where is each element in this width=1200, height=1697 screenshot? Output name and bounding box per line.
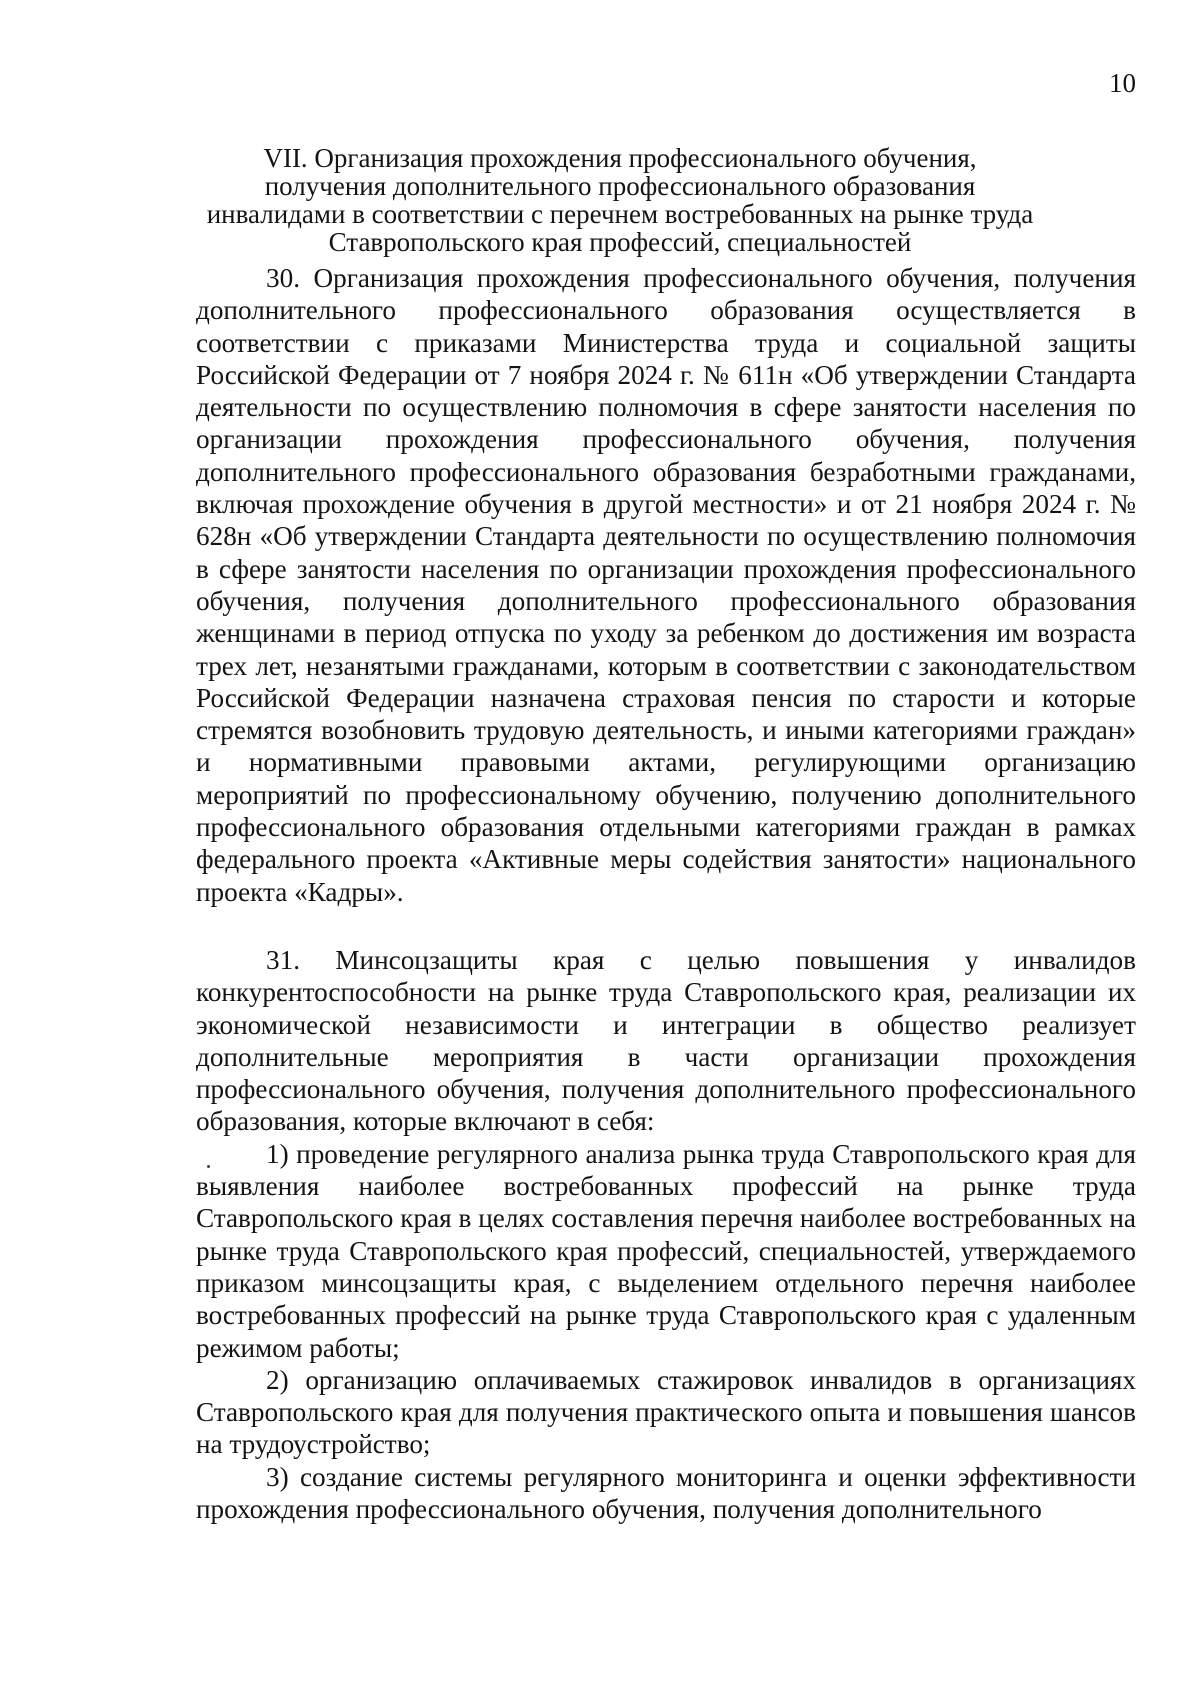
paragraph-30-block (196, 262, 1136, 908)
list-item-1: 1) проведение регулярного анализа рынка труда Ставропольского края для выявления наиболее востребованных профессий на рынке труда Ставропольского края в целях составления перечня наиболее востребованных на рынке труда Ставропольского края профессий, специальностей, утверждаемого приказом минсоцзащиты края, с выделением отдельного перечня наиболее востребованных профессий на рынке труда Ставропольского края с удаленным режимом работы; (196, 1138, 1136, 1363)
list-item-3: 3) создание системы регулярного мониторинга и оценки эффективности прохождения профессионального обучения, получения дополнительного (196, 1461, 1136, 1525)
heading-line-4: Ставропольского края профессий, специальностей (328, 227, 912, 257)
paragraph-31-block (196, 944, 1136, 1525)
paragraph-31: 31. Минсоцзащиты края с целью повышения у инвалидов конкурентоспособности на рынке труда Ставропольского края, реализации их экономической независимости и интеграции в общество реализует дополнительные мероприятия в части организации прохождения профессионального обучения, получения дополнительного профессионального образования, которые включают в себя: (196, 945, 1136, 1137)
scan-speck (207, 1165, 210, 1168)
page-number: 10 (1109, 68, 1136, 98)
heading-line-1: VII. Организация прохождения профессионального обучения, (263, 143, 977, 173)
heading-line-2: получения дополнительного профессионального образования (264, 171, 976, 201)
heading-line-3: инвалидами в соответствии с перечнем востребованных на рынке труда (206, 199, 1034, 229)
list-item-2: 2) организацию оплачиваемых стажировок инвалидов в организациях Ставропольского края для получения практического опыта и повышения шансов на трудоустройство; (196, 1364, 1136, 1460)
paragraph-30: 30. Организация прохождения профессионального обучения, получения дополнительного профессионального образования осуществляется в соответствии с приказами Министерства труда и социальной защиты Российской Федерации от 7 ноября 2024 г. № 611н «Об утверждении Стандарта деятельности по осуществлению полномочия в сфере занятости населения по организации прохождения профессионального обучения, получения дополнительного профессионального образования безработными гражданами, включая прохождение обучения в другой местности» и от 21 ноября 2024 г. № 628н «Об утверждении Стандарта деятельности по осуществлению полномочия в сфере занятости населения по организации прохождения профессионального обучения, получения дополнительного профессионального образования женщинами в период отпуска по уходу за ребенком до достижения им возраста трех лет, незанятыми гражданами, которым в соответствии с законодательством Российской Федерации назначена страховая пенсия по старости и которые стремятся возобновить трудовую деятельность, и иными категориями граждан» и нормативными правовыми актами, регулирующими организацию мероприятий по профессиональному обучению, получению дополнительного профессионального образования отдельными категориями граждан в рамках федерального проекта «Активные меры содействия занятости» национального проекта «Кадры». (196, 263, 1136, 907)
section-heading (180, 144, 1060, 256)
